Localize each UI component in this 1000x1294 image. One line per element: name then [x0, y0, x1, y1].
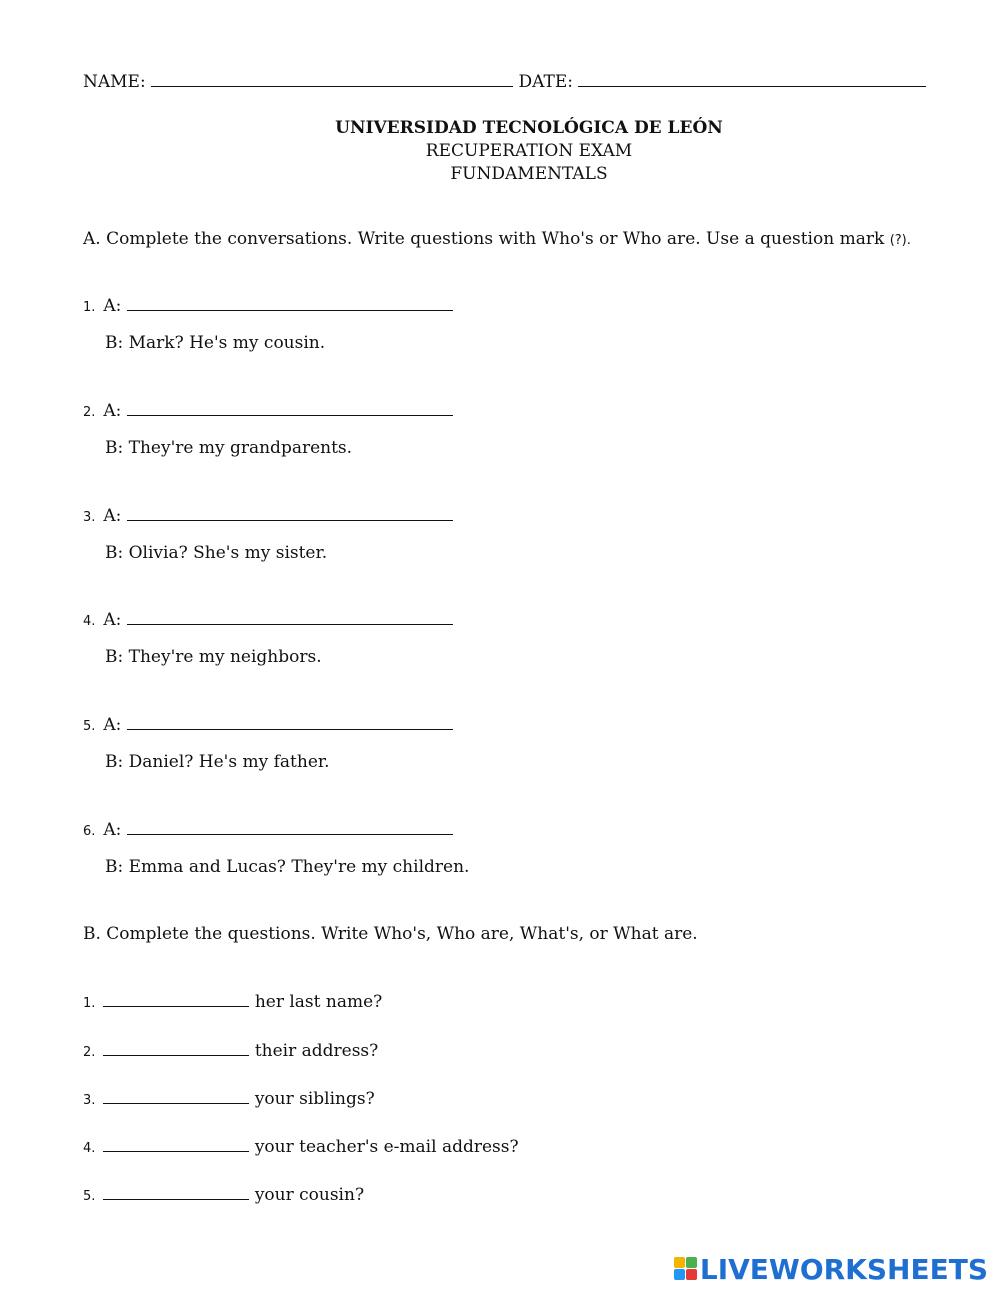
header-row — [83, 72, 926, 92]
conversation-item — [83, 820, 453, 842]
speaker-a-label: A: — [103, 820, 122, 840]
answer-blank[interactable] — [103, 1185, 249, 1200]
speaker-b-line: B: Olivia? She's my sister. — [105, 543, 328, 563]
speaker-a-label: A: — [103, 610, 122, 630]
speaker-a-label: A: — [103, 401, 122, 421]
title-block — [0, 117, 1000, 186]
answer-blank[interactable] — [127, 401, 453, 416]
name-label: NAME: — [83, 72, 146, 92]
date-label: DATE: — [518, 72, 573, 92]
conversation-item — [83, 610, 453, 632]
answer-blank[interactable] — [103, 1041, 249, 1056]
item-number: 6. — [83, 824, 96, 839]
question-text: her last name? — [254, 992, 383, 1012]
date-field[interactable] — [578, 72, 926, 87]
item-number: 2. — [83, 405, 96, 420]
speaker-a-label: A: — [103, 715, 122, 735]
answer-blank[interactable] — [103, 1089, 249, 1104]
item-number: 3. — [83, 1093, 96, 1108]
conversation-item — [83, 506, 453, 528]
speaker-a-label: A: — [103, 296, 122, 316]
question-item — [83, 1089, 375, 1111]
item-number: 5. — [83, 1189, 96, 1204]
item-number: 1. — [83, 300, 96, 315]
conversation-item — [83, 296, 453, 318]
item-number: 1. — [83, 996, 96, 1011]
answer-blank[interactable] — [103, 992, 249, 1007]
conversation-item — [83, 401, 453, 423]
liveworksheets-logo-text: LIVEWORKSHEETS — [699, 1252, 988, 1286]
answer-blank[interactable] — [127, 715, 453, 730]
speaker-b-line: B: They're my neighbors. — [105, 647, 322, 667]
speaker-b-line: B: Mark? He's my cousin. — [105, 333, 326, 353]
question-text: your teacher's e-mail address? — [254, 1137, 519, 1157]
question-text: their address? — [254, 1041, 379, 1061]
speaker-b-line: B: They're my grandparents. — [105, 438, 353, 458]
exam-title: RECUPERATION EXAM — [425, 141, 633, 161]
speaker-b-line: B: Daniel? He's my father. — [105, 752, 330, 772]
question-mark-note: (?). — [889, 233, 911, 248]
question-text: your cousin? — [254, 1185, 365, 1205]
name-field[interactable] — [151, 72, 513, 87]
item-number: 5. — [83, 719, 96, 734]
answer-blank[interactable] — [127, 506, 453, 521]
speaker-a-label: A: — [103, 506, 122, 526]
question-item — [83, 992, 382, 1014]
section-b-instruction: B. Complete the questions. Write Who's, Who are, What's, or What are. — [83, 924, 698, 944]
answer-blank[interactable] — [127, 820, 453, 835]
course-title: FUNDAMENTALS — [450, 164, 608, 184]
question-item — [83, 1137, 519, 1159]
answer-blank[interactable] — [103, 1137, 249, 1152]
answer-blank[interactable] — [127, 610, 453, 625]
item-number: 2. — [83, 1045, 96, 1060]
question-item — [83, 1041, 378, 1063]
liveworksheets-logo — [674, 1252, 988, 1286]
item-number: 4. — [83, 1141, 96, 1156]
conversation-item — [83, 715, 453, 737]
speaker-b-line: B: Emma and Lucas? They're my children. — [105, 857, 470, 877]
question-text: your siblings? — [254, 1089, 375, 1109]
answer-blank[interactable] — [127, 296, 453, 311]
section-a-instruction: A. Complete the conversations. Write questions with Who's or Who are. Use a question mark (?). — [83, 229, 911, 249]
item-number: 4. — [83, 614, 96, 629]
university-title: UNIVERSIDAD TECNOLÓGICA DE LEÓN — [335, 118, 723, 138]
question-item — [83, 1185, 364, 1207]
liveworksheets-logo-icon — [674, 1257, 698, 1281]
item-number: 3. — [83, 510, 96, 525]
